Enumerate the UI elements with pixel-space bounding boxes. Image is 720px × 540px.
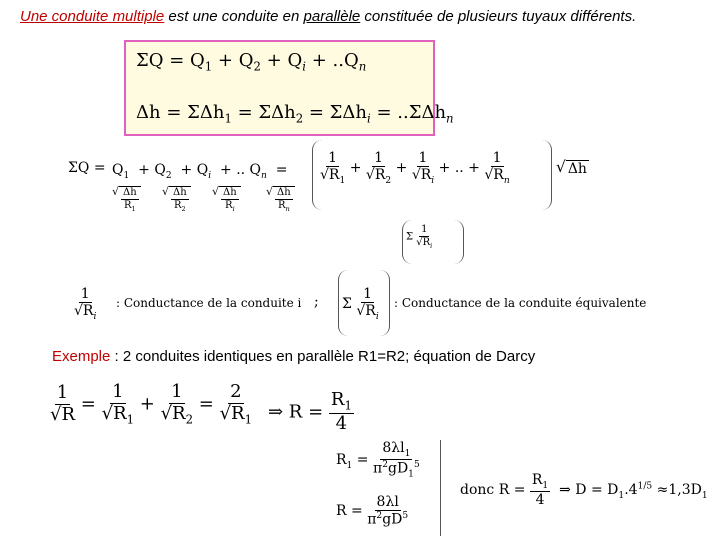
- sigma-inv-sqrt-ri: Σ $\frac{1}{√R_i}$: [406, 224, 433, 250]
- darcy-r: R = $\frac{8\lambda l}{\pi^2gD^5}$: [336, 494, 409, 528]
- exemple-text: : 2 conduites identiques en parallèle R1=R2; équation de Darcy: [110, 348, 536, 365]
- exemple-word: Exemple: [52, 348, 111, 365]
- sum-q-equation: $\Sigma Q = Q_1 + Q_2 + Q_i + ..Q_n$: [136, 50, 367, 74]
- darcy-r1: $R_1$ = $\frac{8\lambda l_1}{\pi^2gD_1^5}$: [336, 440, 420, 480]
- conductance-sep: ;: [314, 294, 319, 310]
- intro-text: [20, 6, 710, 28]
- intro-part1: est une conduite en: [164, 8, 304, 25]
- conductance-sigma: Σ $\frac{1}{√R_i}$: [342, 286, 379, 322]
- term-parallele: parallèle: [303, 8, 361, 25]
- conclusion: donc R = $\frac{R_1}{4}$ ⇒ $D = D_1.4^{1/5} \approx 1,3D_1$: [460, 472, 708, 509]
- q-terms: $Q_1 + Q_2 + Q_i$ + .. $Q_n$ =: [112, 162, 288, 181]
- sqrt-dh: √ Δh: [556, 158, 587, 177]
- example-result-r: ⇒ R = $\frac{R_1}{4}$: [268, 389, 352, 435]
- example-equivalence: $\frac{1}{√R}$ = $\frac{1}{√R_1}$ + $\frac{1}{√R_2}$ = $\frac{2}{√R_1}$: [50, 381, 253, 427]
- sqrt-dh-r1: √ $\frac{\Delta h}{R_1}$: [112, 186, 141, 213]
- inv-sqrt-sum: $\frac{1}{√R_1}$ + $\frac{1}{√R_2}$ + $\frac{1}{√R_i}$ + .. + $\frac{1}{√R_n}$: [320, 150, 510, 186]
- exemple-line: [52, 348, 535, 365]
- sqrt-dh-ri: √ $\frac{\Delta h}{R_i}$: [212, 186, 241, 213]
- term-multiple: Une conduite multiple: [20, 8, 165, 25]
- conductance-label-1: : Conductance de la conduite i: [116, 296, 302, 310]
- conductance-label-2: : Conductance de la conduite équivalente: [394, 296, 647, 310]
- sqrt-dh-r2: √ $\frac{\Delta h}{R_2}$: [162, 186, 191, 213]
- sqrt-dh-rn: √ $\frac{\Delta h}{R_n}$: [266, 186, 295, 213]
- sum-q-lhs: ΣQ =: [68, 160, 106, 176]
- conductance-frac: $\frac{1}{√R_i}$: [74, 286, 97, 322]
- intro-part2: constituée de plusieurs tuyaux différents.: [360, 8, 637, 25]
- sum-h-equation: Δh = ΣΔh$_1$ = ΣΔh$_2$ = ΣΔh$_i$ = ..ΣΔh$_n$: [136, 102, 454, 126]
- brace-line: [440, 440, 441, 536]
